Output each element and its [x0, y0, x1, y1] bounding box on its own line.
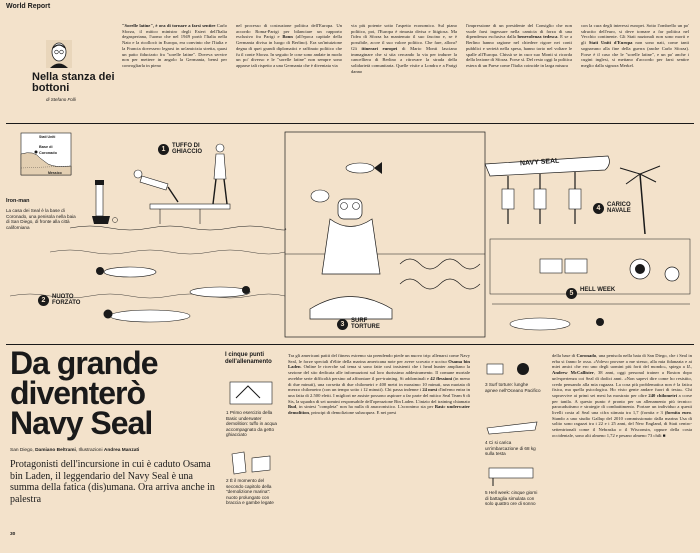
- column-text-5: con la cura degli interessi europei. Sotto l'ombrello un po' sdrucito dell'euro, si deve tornare a far politica nel Vecchio continente. Gli Stati nazionali non sono morti e gli Stati Uniti d'Europa non sono nati, come tanti sognavano alla fine della guerra (anche Carlo Sforza). Forse è il caso che le "sorelle latine", e un po' anche i cugini inglesi, si mettano d'accordo per farsi sentire meglio dalla signora Merkel.: [581, 23, 689, 68]
- right-item-3: 3 Surf torture: lunghe apnee nell'Oceano Pacifico: [485, 382, 541, 393]
- boat-text: NAVY SEAL: [519, 157, 560, 168]
- standfirst: Protagonisti dell'incursione in cui è caduto Osama bin Laden, il leggendario del Navy Seal è una summa della fatica (dis)umana. Ora arriva anche in palestra: [10, 459, 215, 505]
- body-column-1: Tra gli americani patiti del fitness estremo sta prendendo piede un nuovo trip: allenarsi come Navy Seal, le forze speciali d'élite della marina americana note per avere scovato e ucciso Osama bin Laden. Online le ricerche sul tema si sono fatte così insistenti che i head hunter ampliano la sezione del sito dedicata alle informazioni sul loro durissimo addestramento. Il comune mortale avrebbe serie difficoltà persino ad affrontare il pre-training. Si addominali e 42 flessioni (in meno di due minuti), una corsetta di due chilometri e 400 metri in massimo 10 minuti, una nuotata di mezzo chilometro (con un tempo sotto i 12 minuti). Chi passa indenne i 24 mesi d'inferno entra in una fatta di 2.500 eletti. I migliori ne assiste possono aspirare a far parte del mitico Seal Team 6 di Sis, la squadra di sei uomini responsabile dell'operazione Bin Laden. L'inizio del training chiamato Bud, in sintesi "completa" non ha nulla di anacronistico. L'acronimo sta per Basic underwater demolition, principi di demolizione subacquea. E nei presi: [288, 353, 470, 416]
- location-caption: La casa dei Seal è la base di Coronado, una penisola nella baia di San Diego, di fronte alla città californiana: [6, 208, 76, 230]
- sidebar-icon-1: [226, 378, 276, 408]
- column-text-4: l'impressione di un presidente del Consiglio che non vuole farsi ingessare nella camicia di forza di una dipendenza esclusiva dalla benevolenza tedesca. E se a Berlino hanno ragione nel chiedere rigore nei conti pubblici e serietà nella spesa, hanno torto nel voltare le spalle all'Europa. Chissà se in cuor suo Monti si ricorda della lezione di Sforza. Forse sì. Del resto oggi la politica estera di un Paese come l'Italia coincide in larga misura: [466, 23, 572, 68]
- stage-4-label: CARICO NAVALE: [607, 202, 631, 214]
- stage-2-label: NUOTO FORZATO: [52, 294, 81, 306]
- credit-illustrator: Andrea Manzati: [103, 448, 140, 453]
- stage-1-label: TUFFO DI GHIACCIO: [172, 143, 202, 155]
- stage-3-label: SURF TORTURE: [351, 318, 380, 330]
- headline: [10, 345, 215, 441]
- page-number: 30: [10, 532, 16, 537]
- article-credit: [10, 448, 220, 453]
- headline-line-2: diventerò: [10, 375, 146, 411]
- stage-4-number: 4: [593, 203, 604, 214]
- sidebar-icon-2: [226, 448, 276, 476]
- map-label-mexico: Messico: [48, 171, 62, 175]
- body-column-2: della base di Coronado, una penisola nella baia di San Diego, che i Seal in erba si fanno le ossa. «Volevo provare a me stesso, alla mia fidanzata e ai miei amici che ero uno degli uomini più forti del mondo», spiega a IL, Andrew McCallister, 38 anni, oggi personal trainer a Boston dopo un'esperienza coi Seal di dodici anni. «Non sapevi dire come ho resistito, credo pensando alla mia ragazza. La cosa più problematica non è la fatica fisica, ma quella psicologica. Ho visto gente andare fuori di testa». Chi sopravvive ai primi sei mesi ha mostrato per oltre 240 chilometri a corse per tanila. A questo punto è pronto per un allenamento più tecnico: paracadutismo e strategie di combattimento. Portare un individuo a questi livelli costa al Seal una cifra stimata tra 1,7 (fornita e 3 (fornita euro. Stando a uno studio Gallup del 2010 commissionato dalla marina Usa di solito sono ragazzi tra i 22 e i 25 anni, del New England, di Stati centro-settentrionali come il Nebraska o il Wisconsin, oppure della costa occidentale, sono alti almeno 1,72 e pesano almeno 73 chili ■: [552, 353, 692, 438]
- map-label-usa: Stati Uniti: [39, 135, 56, 139]
- map-label-coronado: Base di Coronado: [39, 145, 57, 155]
- stage-5-label: HELL WEEK: [580, 287, 616, 293]
- sidebar-item-1: 1 Primo esercizio della Basic underwater demolition: tuffo in acqua accompagnato da getto ghiacciato: [226, 410, 277, 438]
- section-label: World Report: [6, 3, 51, 10]
- credit-mid: , Illustrazioni: [75, 448, 104, 453]
- credit-place: San Diego,: [10, 448, 36, 453]
- column-title: Nella stanza dei bottoni: [32, 71, 115, 94]
- stage-3-number: 3: [337, 319, 348, 330]
- right-icon-3: [483, 360, 543, 380]
- column-text-3: via più potente sotto l'aspetto economico. Sul piano politico, poi, l'Europa è rimasta divisa e litigiosa. Ma l'idea di Sforza ha mantenuto il suo fascino e, se è possibile, accre il suo valore politico. Che fare, allora? Gli itinerari europei di Mario Monti lasciano immaginare che si stia cercando la via per indurre la cancelliera di Berlino a ritrovare la strada della solidarietà comunitaria. Quelle visite a Londra e a Parigi danno: [351, 23, 457, 74]
- right-icon-4: [483, 408, 543, 438]
- right-item-4: 4 Ci si carica un'imbarcazione di 68 kg sulla testa: [485, 440, 536, 457]
- column-byline: di Stefano Folli: [46, 97, 76, 102]
- stage-5-number: 5: [566, 288, 577, 299]
- column-text-1: "Sorelle latine", è ora di tornare a farsi sentire Carlo Sforza, il mitico ministro degli Esteri dell'Italia degasperiana, l'uomo che nel 1949 portò l'Italia nella Nato e la ricollocò in Europa, era convinto che l'Italia e la Francia dovessero legarsi in un'amicizia stretta, quasi un patto fiduciario fra "sorelle latine". Doveva servire non per mettere in angolo la Germania, bensì per convogliarla in pieno: [122, 23, 227, 68]
- headline-line-1: Da grande: [10, 345, 158, 381]
- stage-2-number: 2: [38, 295, 49, 306]
- column-text-2: nel processo di costruzione politica dell'Europa. Un accordo Roma-Parigi per bilanciare un rapporto esclusivo fra Parigi e Bonn (all'epoca capitale della Germania divisa in luogo di Berlino). Era un'intuizione degna di quei grandi diplomatici e raffinato politico che fu il conte Sforza. In seguito le cose sono andate in modo un po' diverso e le "sorelle latine" non sempre sono apparse tali rispetto a una Germania che è diventata via: [236, 23, 342, 68]
- columnist-portrait: [46, 40, 72, 68]
- location-title: Iron-man: [6, 198, 30, 204]
- credit-author: Damiano Beltrami: [35, 448, 76, 453]
- navy-seal-illustration: [0, 124, 700, 344]
- stage-1-number: 1: [158, 144, 169, 155]
- right-icon-5: [483, 462, 543, 488]
- sidebar-item-2: 2 È il momento del secondo capitolo della "demolizione marina": nuoto prolungato con braccia e gambe legate: [226, 478, 274, 506]
- headline-line-3: Navy Seal: [10, 405, 153, 441]
- sidebar-title: I cinque punti dell'allenamento: [225, 352, 272, 365]
- right-item-5: 5 Hell week: cinque giorni di battaglia simulata con solo quattro ore di sonno: [485, 490, 538, 507]
